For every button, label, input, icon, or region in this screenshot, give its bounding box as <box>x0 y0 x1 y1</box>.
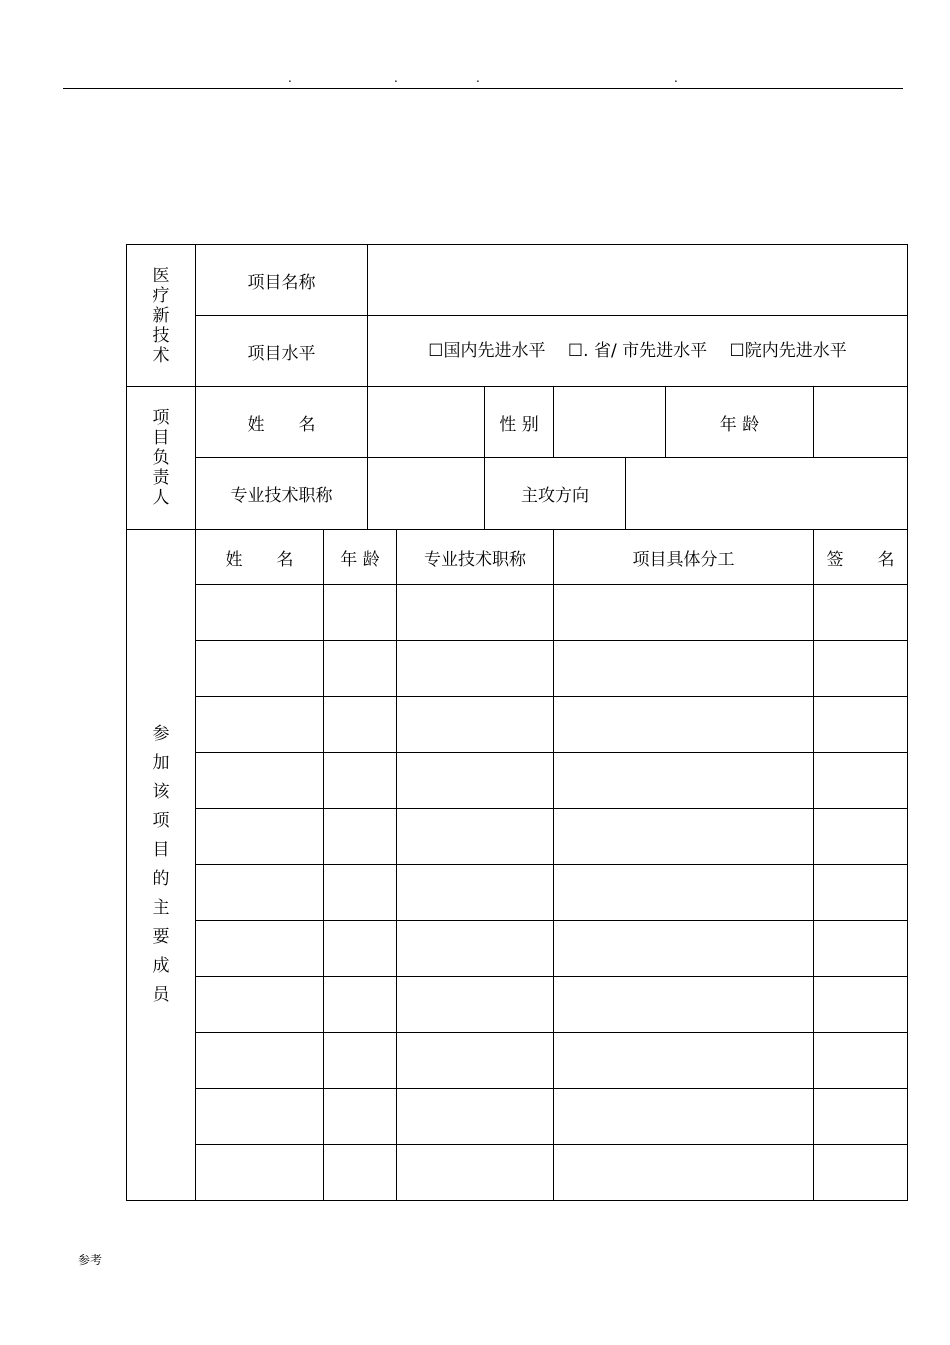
member-row <box>127 1033 908 1089</box>
member-name-cell[interactable] <box>196 1089 324 1145</box>
member-age-cell[interactable] <box>324 809 397 865</box>
member-name-cell[interactable] <box>196 977 324 1033</box>
header-dot: . <box>394 71 398 85</box>
member-row <box>127 1089 908 1145</box>
member-task-cell[interactable] <box>554 753 814 809</box>
label-char: 员 <box>152 985 170 1005</box>
leader-age-field[interactable] <box>814 387 908 458</box>
member-signature-cell[interactable] <box>814 697 908 753</box>
label-char: 目 <box>152 840 170 860</box>
project-level-label: 项目水平 <box>196 316 368 387</box>
label-char: 技 <box>152 325 170 346</box>
member-age-cell[interactable] <box>324 697 397 753</box>
header-rule <box>63 88 903 89</box>
member-age-cell[interactable] <box>324 1145 397 1201</box>
member-name-cell[interactable] <box>196 865 324 921</box>
member-task-cell[interactable] <box>554 697 814 753</box>
member-task-cell[interactable] <box>554 977 814 1033</box>
member-task-cell[interactable] <box>554 1145 814 1201</box>
project-level-options[interactable]: ☐国内先进水平 ☐. 省/ 市先进水平 ☐院内先进水平 <box>368 316 908 387</box>
member-title-cell[interactable] <box>397 753 554 809</box>
leader-name-label: 姓 名 <box>196 387 368 458</box>
label-char: 的 <box>152 869 170 889</box>
member-title-cell[interactable] <box>397 1089 554 1145</box>
member-age-cell[interactable] <box>324 1089 397 1145</box>
member-signature-cell[interactable] <box>814 921 908 977</box>
member-age-cell[interactable] <box>324 585 397 641</box>
member-signature-cell[interactable] <box>814 809 908 865</box>
label-char: 目 <box>152 428 170 448</box>
member-title-cell[interactable] <box>397 697 554 753</box>
footer-text: 参考 <box>78 1253 103 1267</box>
member-age-cell[interactable] <box>324 753 397 809</box>
leader-title-label: 专业技术职称 <box>196 458 368 530</box>
project-name-label: 项目名称 <box>196 245 368 316</box>
column-header-title: 专业技术职称 <box>397 530 554 585</box>
header-dot: . <box>476 71 480 85</box>
member-title-cell[interactable] <box>397 977 554 1033</box>
leader-age-label: 年 龄 <box>666 387 814 458</box>
member-name-cell[interactable] <box>196 641 324 697</box>
members-header-row <box>127 530 908 585</box>
member-title-cell[interactable] <box>397 1145 554 1201</box>
member-age-cell[interactable] <box>324 865 397 921</box>
label-char: 医 <box>152 265 170 286</box>
member-task-cell[interactable] <box>554 809 814 865</box>
label-char: 该 <box>152 782 170 802</box>
member-signature-cell[interactable] <box>814 1145 908 1201</box>
member-name-cell[interactable] <box>196 921 324 977</box>
member-task-cell[interactable] <box>554 641 814 697</box>
project-name-field[interactable] <box>368 245 908 316</box>
member-title-cell[interactable] <box>397 865 554 921</box>
member-row <box>127 697 908 753</box>
project-level-row <box>127 316 908 387</box>
member-name-cell[interactable] <box>196 585 324 641</box>
leader-name-field[interactable] <box>368 387 485 458</box>
leader-direction-field[interactable] <box>626 458 908 530</box>
member-signature-cell[interactable] <box>814 753 908 809</box>
column-header-name: 姓 名 <box>196 530 324 585</box>
member-name-cell[interactable] <box>196 753 324 809</box>
member-signature-cell[interactable] <box>814 1033 908 1089</box>
header-dots <box>0 72 950 84</box>
member-signature-cell[interactable] <box>814 977 908 1033</box>
member-task-cell[interactable] <box>554 585 814 641</box>
member-name-cell[interactable] <box>196 697 324 753</box>
member-signature-cell[interactable] <box>814 641 908 697</box>
member-row <box>127 865 908 921</box>
column-header-age: 年 龄 <box>324 530 397 585</box>
member-signature-cell[interactable] <box>814 585 908 641</box>
member-age-cell[interactable] <box>324 921 397 977</box>
label-char: 负 <box>152 448 170 468</box>
member-age-cell[interactable] <box>324 1033 397 1089</box>
member-title-cell[interactable] <box>397 921 554 977</box>
member-task-cell[interactable] <box>554 1089 814 1145</box>
member-task-cell[interactable] <box>554 921 814 977</box>
member-row <box>127 641 908 697</box>
member-row <box>127 585 908 641</box>
section-label-project-leader <box>127 387 196 530</box>
label-char: 术 <box>152 345 170 366</box>
leader-row-2 <box>127 458 908 530</box>
member-age-cell[interactable] <box>324 641 397 697</box>
label-char: 要 <box>152 927 170 947</box>
application-form-table <box>126 244 908 1201</box>
member-signature-cell[interactable] <box>814 865 908 921</box>
leader-row-1 <box>127 387 908 458</box>
header-dot: . <box>288 71 292 85</box>
member-row <box>127 1145 908 1201</box>
leader-direction-label: 主攻方向 <box>485 458 626 530</box>
member-title-cell[interactable] <box>397 585 554 641</box>
section-label-main-members <box>127 530 196 1201</box>
header-dot: . <box>674 71 678 85</box>
label-char: 人 <box>152 488 170 508</box>
member-row <box>127 753 908 809</box>
member-title-cell[interactable] <box>397 809 554 865</box>
member-name-cell[interactable] <box>196 809 324 865</box>
member-task-cell[interactable] <box>554 865 814 921</box>
project-name-row <box>127 245 908 316</box>
label-char: 项 <box>152 811 170 831</box>
member-signature-cell[interactable] <box>814 1089 908 1145</box>
member-title-cell[interactable] <box>397 1033 554 1089</box>
leader-title-field[interactable] <box>368 458 485 530</box>
label-char: 责 <box>152 468 170 488</box>
member-title-cell[interactable] <box>397 641 554 697</box>
label-char: 新 <box>152 305 170 326</box>
leader-gender-label: 性 别 <box>485 387 554 458</box>
leader-gender-field[interactable] <box>554 387 666 458</box>
member-row <box>127 809 908 865</box>
label-char: 项 <box>152 408 170 428</box>
member-age-cell[interactable] <box>324 977 397 1033</box>
member-row <box>127 921 908 977</box>
section-label-new-tech <box>127 245 196 387</box>
label-char: 加 <box>152 753 170 773</box>
label-char: 成 <box>152 956 170 976</box>
column-header-signature: 签 名 <box>814 530 908 585</box>
column-header-task: 项目具体分工 <box>554 530 814 585</box>
label-char: 疗 <box>152 285 170 306</box>
member-task-cell[interactable] <box>554 1033 814 1089</box>
member-name-cell[interactable] <box>196 1033 324 1089</box>
label-char: 参 <box>152 724 170 744</box>
label-char: 主 <box>152 898 170 918</box>
member-row <box>127 977 908 1033</box>
member-name-cell[interactable] <box>196 1145 324 1201</box>
